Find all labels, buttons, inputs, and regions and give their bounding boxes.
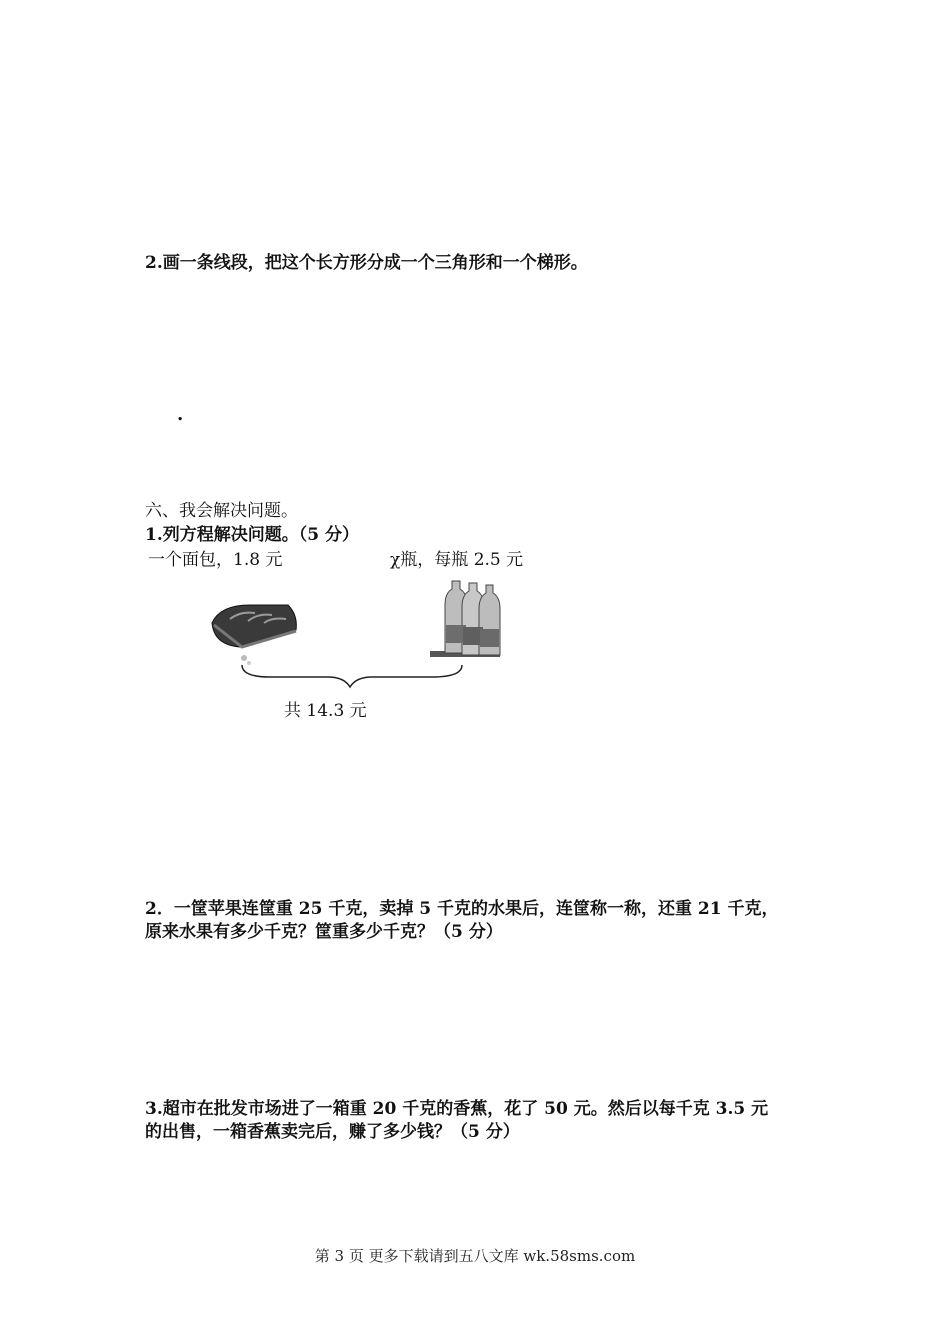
total-label: 共 14.3 元 (284, 701, 367, 721)
section-heading: 六、我会解决问题。 (145, 501, 298, 521)
question-1-title: 1.列方程解决问题。（5 分） (145, 525, 359, 545)
question-3-line-2: 的出售，一箱香蕉卖完后，赚了多少钱？（5 分） (145, 1122, 520, 1142)
bottle-label: χ瓶，每瓶 2.5 元 (390, 550, 524, 570)
question-draw-line: 2.画一条线段，把这个长方形分成一个三角形和一个梯形。 (145, 253, 588, 273)
bread-image (212, 605, 296, 665)
brace-icon (242, 665, 462, 687)
question-3-line-1: 3.超市在批发市场进了一箱重 20 千克的香蕉，花了 50 元。然后以每千克 3.5 元 (145, 1099, 769, 1119)
bread-label: 一个面包，1.8 元 (148, 550, 283, 570)
dot-mark: . (177, 404, 184, 425)
question-2-line-2: 原来水果有多少千克？筐重多少千克？（5 分） (145, 922, 503, 942)
question-1-figure (200, 575, 520, 690)
bottles-image (430, 581, 500, 657)
page-footer: 第 3 页 更多下载请到五八文库 wk.58sms.com (314, 1247, 636, 1265)
question-2-line-1: 2．一筐苹果连筐重 25 千克，卖掉 5 千克的水果后，连筐称一称，还重 21 千克， (145, 899, 779, 919)
